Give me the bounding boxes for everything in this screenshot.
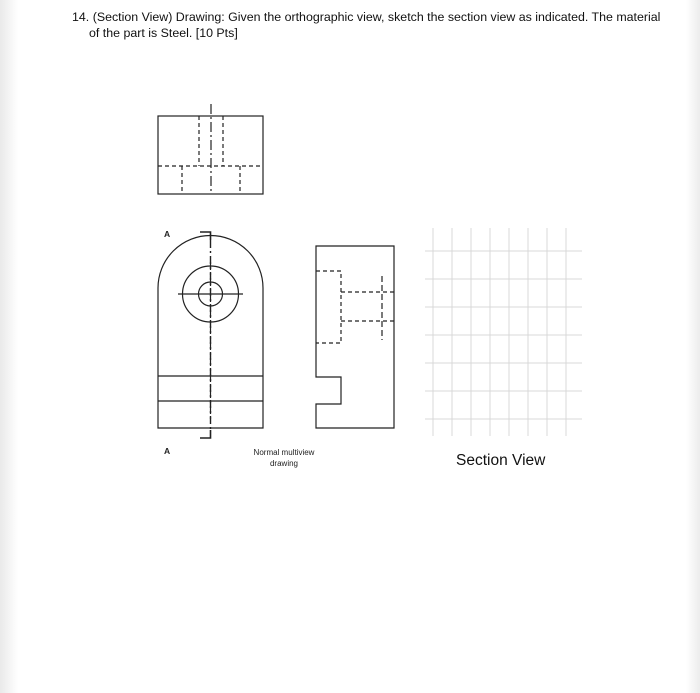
side-view [316, 246, 394, 428]
question-line2: of the part is Steel. [10 Pts] [89, 26, 238, 40]
section-view-title: Section View [456, 452, 546, 469]
section-label-top: A [164, 229, 171, 239]
question-line1: (Section View) Drawing: Given the orthographic view, sketch the section view as indicated. The material [92, 10, 661, 24]
caption-line2: drawing [269, 459, 298, 468]
front-view [158, 232, 263, 438]
caption-line1: Normal multiview [253, 448, 315, 457]
sketch-grid [425, 228, 582, 436]
question-number: 14. [72, 10, 90, 24]
section-label-bottom: A [164, 446, 171, 456]
top-view [158, 104, 263, 194]
drawing-caption [238, 447, 330, 469]
